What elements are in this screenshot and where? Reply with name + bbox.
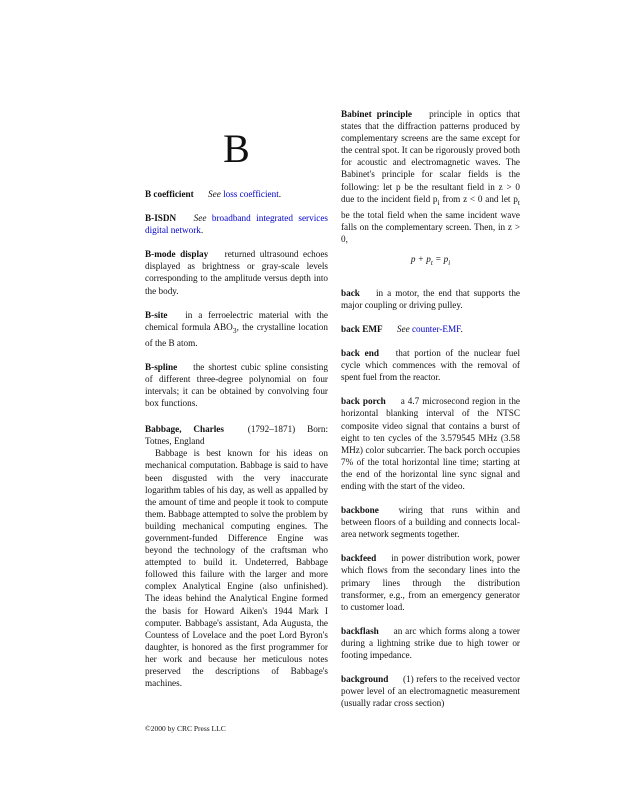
- entry-term: backbone: [341, 505, 379, 516]
- entry-dates: (1792–1871) Born: Totnes, England: [145, 424, 328, 447]
- entry-b-isdn: [145, 212, 328, 236]
- entry-definition: wiring that runs within and between floors of a building and connects local-area network segments together.: [341, 505, 520, 540]
- see-text: See: [193, 213, 212, 224]
- see-text: See: [396, 323, 412, 334]
- entry-b-spline: [145, 361, 328, 409]
- punct: .: [200, 225, 204, 236]
- entry-back-porch: [341, 395, 520, 492]
- entry-background: [341, 673, 520, 709]
- entry-definition: that portion of the nuclear fuel cycle which commences with the removal of spent fuel from the reactor.: [341, 348, 521, 383]
- entry-backfeed: [341, 552, 520, 612]
- right-column: [341, 108, 520, 721]
- entry-back-end: [341, 347, 520, 383]
- entry-definition-cont: , the crystalline location of the B atom.: [145, 321, 328, 348]
- entry-babinet-principle: [341, 108, 520, 245]
- entry-backbone: [341, 504, 520, 540]
- entry-term: B-mode display: [145, 249, 209, 260]
- entry-backflash: [341, 625, 520, 661]
- left-column: [145, 188, 328, 701]
- entry-definition: the shortest cubic spline consisting of different three-degree polynomial on four intervals; it can be obtained by convolving four box functions.: [145, 361, 328, 409]
- entry-term: back end: [341, 348, 379, 359]
- entry-biography: Babbage is best known for his ideas on mechanical computation. Babbage is said to have been disgusted with the very inaccurate logarithm tables of his day, as well as appalled by the amount of time and people it took to compute them. Babbage attempted to solve the problem by building mechanical computing engines. The government-funded Difference Engine was beyond the technology of the craftsman who attempted to build it. Undeterred, Babbage followed this failure with the larger and more complex Analytical Engine (also unfinished). The ideas behind the Analytical Engine formed the basis for Howard Aiken's 1944 Mark I computer. Babbage's assistant, Ada Augusta, the Countess of Lovelace and the poet Lord Byron's daughter, is honored as the first programmer for her work and because her meticulous notes preserved the descriptions of Babbage's machines.: [145, 448, 328, 689]
- link-counter-emf[interactable]: counter-EMF: [411, 323, 461, 334]
- entry-term: back EMF: [341, 323, 383, 334]
- subscript: 3: [232, 325, 237, 335]
- entry-term: Babbage, Charles: [145, 424, 224, 435]
- entry-term: back: [341, 287, 360, 298]
- entry-definition: returned ultrasound echoes displayed as brightness or gray-scale levels corresponding to the amplitude versus depth into the body.: [145, 249, 328, 296]
- entry-definition: (1) refers to the received vector power level of an electromagnetic measurement (usually radar cross section): [341, 674, 521, 709]
- entry-term: background: [341, 674, 389, 685]
- entry-b-mode-display: [145, 248, 328, 296]
- subscript: t: [517, 197, 520, 207]
- see-text: See: [208, 189, 224, 199]
- entry-definition-cont: be the total field when the same incident wave falls on the complementary screen. Then, in z > 0,: [341, 209, 520, 244]
- entry-definition: in a ferroelectric material with the chemical formula ABO: [145, 309, 328, 332]
- entry-definition: an arc which forms along a tower during a lightning strike due to high tower or footing impedance.: [341, 625, 520, 661]
- entry-definition-cont: from z < 0 and let p: [439, 193, 518, 204]
- entry-term: B-site: [145, 309, 168, 320]
- entry-definition: in power distribution work, power which flows from the secondary lines into the primary lines through the distribution transformer, e.g., from an emergency generator to customer load.: [341, 553, 520, 612]
- entry-term: B-spline: [145, 361, 178, 372]
- punct: .: [460, 323, 463, 334]
- entry-term: backfeed: [341, 553, 377, 564]
- entry-b-site: [145, 309, 328, 349]
- link-broadband-isdn[interactable]: broadband integrated services digital network: [145, 213, 328, 236]
- punct: .: [278, 189, 282, 199]
- entry-back: [341, 287, 520, 311]
- entry-term: B coefficient: [145, 189, 194, 199]
- entry-term: B-ISDN: [145, 213, 177, 224]
- entry-b-coefficient: [145, 188, 328, 200]
- copyright-footer: ©2000 by CRC Press LLC: [145, 724, 226, 733]
- entry-header: [145, 423, 328, 447]
- entry-term: back porch: [341, 396, 386, 407]
- entry-term: backflash: [341, 625, 379, 636]
- section-letter: B: [223, 126, 250, 171]
- entry-definition: in a motor, the end that supports the major coupling or driving pulley.: [341, 287, 520, 310]
- subscript: i: [437, 197, 440, 207]
- entry-back-emf: [341, 323, 520, 335]
- entry-definition: a 4.7 microsecond region in the horizontal blanking interval of the NTSC composite video signal that contains a burst of eight to ten cycles of the 3.579545 MHz (3.58 MHz) color subcarrier. The back porch occupies 7% of the total horizontal line time; starting at the end of the horizontal line sync signal and ending with the start of the video.: [341, 396, 520, 491]
- entry-term: Babinet principle: [341, 109, 412, 119]
- equation: $p + p_t = p_i$: [410, 253, 451, 267]
- entry-definition: principle in optics that states that the diffraction patterns produced by complementary screens are the same except for the central spot. It can be rigorously proved both for acoustic and electromagnetic waves. The Babinet's principle for scalar fields is the following: let p be the resultant field in z > 0 due to the incident field p: [341, 109, 520, 204]
- link-loss-coefficient[interactable]: loss coefficient: [223, 189, 279, 199]
- entry-babbage: [145, 423, 328, 689]
